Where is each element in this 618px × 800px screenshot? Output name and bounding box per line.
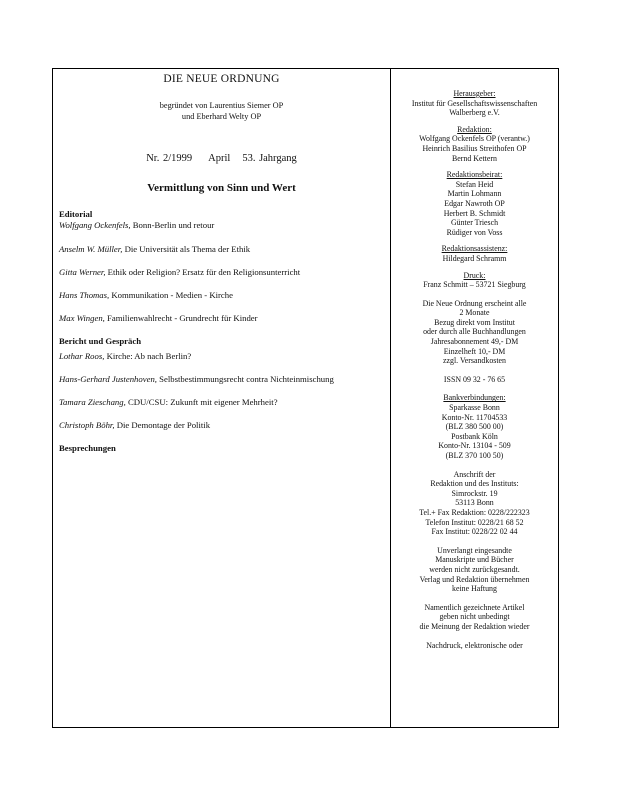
table-of-contents [59,209,384,454]
assistant-block [391,244,558,263]
editors-block [391,125,558,163]
bank-line: Postbank Köln [451,431,498,441]
address-block [391,470,558,537]
board-block [391,170,558,237]
section-report: Bericht und Gespräch [59,336,142,346]
founders-line-2: und Eberhard Welty OP [181,112,262,121]
toc-title: Familienwahlrecht - Grundrecht für Kinder [104,313,258,323]
subscription-line: 2 Monate [459,308,490,318]
subscription-block [391,299,558,366]
manuscripts-line: Verlag und Redaktion übernehmen [419,574,530,584]
address-line: Simrockstr. 19 [451,488,498,498]
issue-year: 53. Jahrgang [242,153,297,164]
publisher-heading: Herausgeber: [453,89,496,98]
subscription-line: zzgl. Versandkosten [443,356,506,366]
toc-author: Wolfgang Ockenfels, [59,220,131,230]
toc-entry[interactable] [59,397,384,408]
issn: ISSN 09 32 - 76 65 [443,374,506,384]
reprint-block [391,641,558,651]
publisher-line: Walberberg e.V. [449,108,500,118]
board-line: Rüdiger von Voss [446,227,503,237]
issue-number: Nr. 2/1999 [146,153,193,164]
toc-author: Hans Thomas, [59,290,110,300]
board-line: Martin Lohmann [447,189,502,199]
assistant-heading: Redaktionsassistenz: [441,244,508,254]
subscription-line: oder durch alle Buchhandlungen [423,327,526,337]
signed-articles-block [391,603,558,632]
toc-author: Max Wingen, [59,313,105,323]
publisher-block [391,89,558,118]
issue-theme: Vermittlung von Sinn und Wert [147,182,296,194]
bank-block [391,393,558,460]
toc-author: Gitta Werner, [59,267,106,277]
print-block [391,271,558,290]
toc-title: Die Universität als Thema der Ethik [122,244,251,254]
subscription-line: Jahresabonnement 49,- DM [430,337,519,347]
editor-line: Bernd Kettern [452,153,497,163]
publisher-line: Institut für Gesellschaftswissenschaften [411,98,538,108]
reprint-line: Nachdruck, elektronische oder [426,640,523,650]
toc-entry[interactable] [59,420,384,431]
address-line: Telefon Institut: 0228/21 68 52 [425,517,524,527]
toc-title: CDU/CSU: Zukunft mit eigener Mehrheit? [125,397,278,407]
address-line: Redaktion und des Instituts: [430,479,519,489]
founders [53,100,390,122]
subscription-line: Die Neue Ordnung erscheint alle [422,298,527,308]
signed-line: die Meinung der Redaktion wieder [419,621,530,631]
toc-title: Bonn-Berlin und retour [130,220,215,230]
signed-line: geben nicht unbedingt [439,612,510,622]
toc-author: Anselm W. Müller, [59,244,123,254]
manuscripts-line: Unverlangt eingesandte [437,545,512,555]
contents-column [53,69,390,727]
subscription-line: Bezug direkt vom Institut [434,317,515,327]
manuscripts-block [391,546,558,594]
toc-author: Hans-Gerhard Justenhoven, [59,374,157,384]
founders-line-1: begründet von Laurentius Siemer OP [159,101,284,110]
toc-title: Ethik oder Religion? Ersatz für den Religionsunterricht [105,267,301,277]
bank-heading: Bankverbindungen: [443,393,506,403]
toc-title: Kirche: Ab nach Berlin? [104,351,192,361]
toc-entry[interactable] [59,220,384,231]
imprint-column [391,69,558,727]
bank-line: (BLZ 370 100 50) [445,451,504,460]
toc-author: Lothar Roos, [59,351,105,361]
editors-heading: Redaktion: [457,124,492,134]
toc-entry[interactable] [59,267,384,278]
address-line: Anschrift der [453,469,496,479]
signed-line: Namentlich gezeichnete Artikel [424,602,525,612]
journal-title: DIE NEUE ORDNUNG [163,73,280,85]
manuscripts-line: keine Haftung [452,584,497,594]
toc-author: Christoph Böhr, [59,420,115,430]
section-editorial: Editorial [59,209,93,219]
bank-line: Konto-Nr. 13104 - 509 [438,441,511,451]
issue-month: April [208,153,231,164]
toc-title: Selbstbestimmungsrecht contra Nichteinmischung [156,374,334,384]
toc-entry[interactable] [59,374,384,385]
manuscripts-line: werden nicht zurückgesandt. [429,564,520,574]
address-line: Fax Institut: 0228/22 02 44 [431,527,518,537]
bank-line: Konto-Nr. 11704533 [441,412,508,422]
page-frame [52,68,559,728]
board-line: Günter Triesch [450,218,499,228]
bank-line: Sparkasse Bonn [449,403,500,413]
print-line: Franz Schmitt – 53721 Siegburg [423,280,526,290]
board-line: Stefan Heid [455,179,494,189]
board-line: Herbert B. Schmidt [443,208,506,218]
toc-entry[interactable] [59,290,384,301]
board-line: Edgar Nawroth OP [444,198,505,208]
section-reviews: Besprechungen [59,443,116,453]
editor-line: Wolfgang Ockenfels OP (verantw.) [419,134,530,144]
board-heading: Redaktionsbeirat: [446,170,503,180]
issn-block [391,375,558,385]
toc-entry[interactable] [59,313,384,324]
toc-title: Kommunikation - Medien - Kirche [109,290,233,300]
toc-title: Die Demontage der Politik [114,420,211,430]
issue-line [53,153,390,164]
editor-line: Heinrich Basilius Streithofen OP [422,143,527,153]
toc-entry[interactable] [59,244,384,255]
address-line: Tel.+ Fax Redaktion: 0228/222323 [419,507,530,517]
print-heading: Druck: [463,270,486,280]
bank-line: (BLZ 380 500 00) [445,422,504,432]
assistant-line: Hildegard Schramm [442,253,507,263]
toc-entry[interactable] [59,351,384,362]
toc-author: Tamara Zieschang, [59,397,126,407]
manuscripts-line: Manuskripte und Bücher [435,555,514,565]
address-line: 53113 Bonn [455,498,494,508]
subscription-line: Einzelheft 10,- DM [443,346,506,356]
